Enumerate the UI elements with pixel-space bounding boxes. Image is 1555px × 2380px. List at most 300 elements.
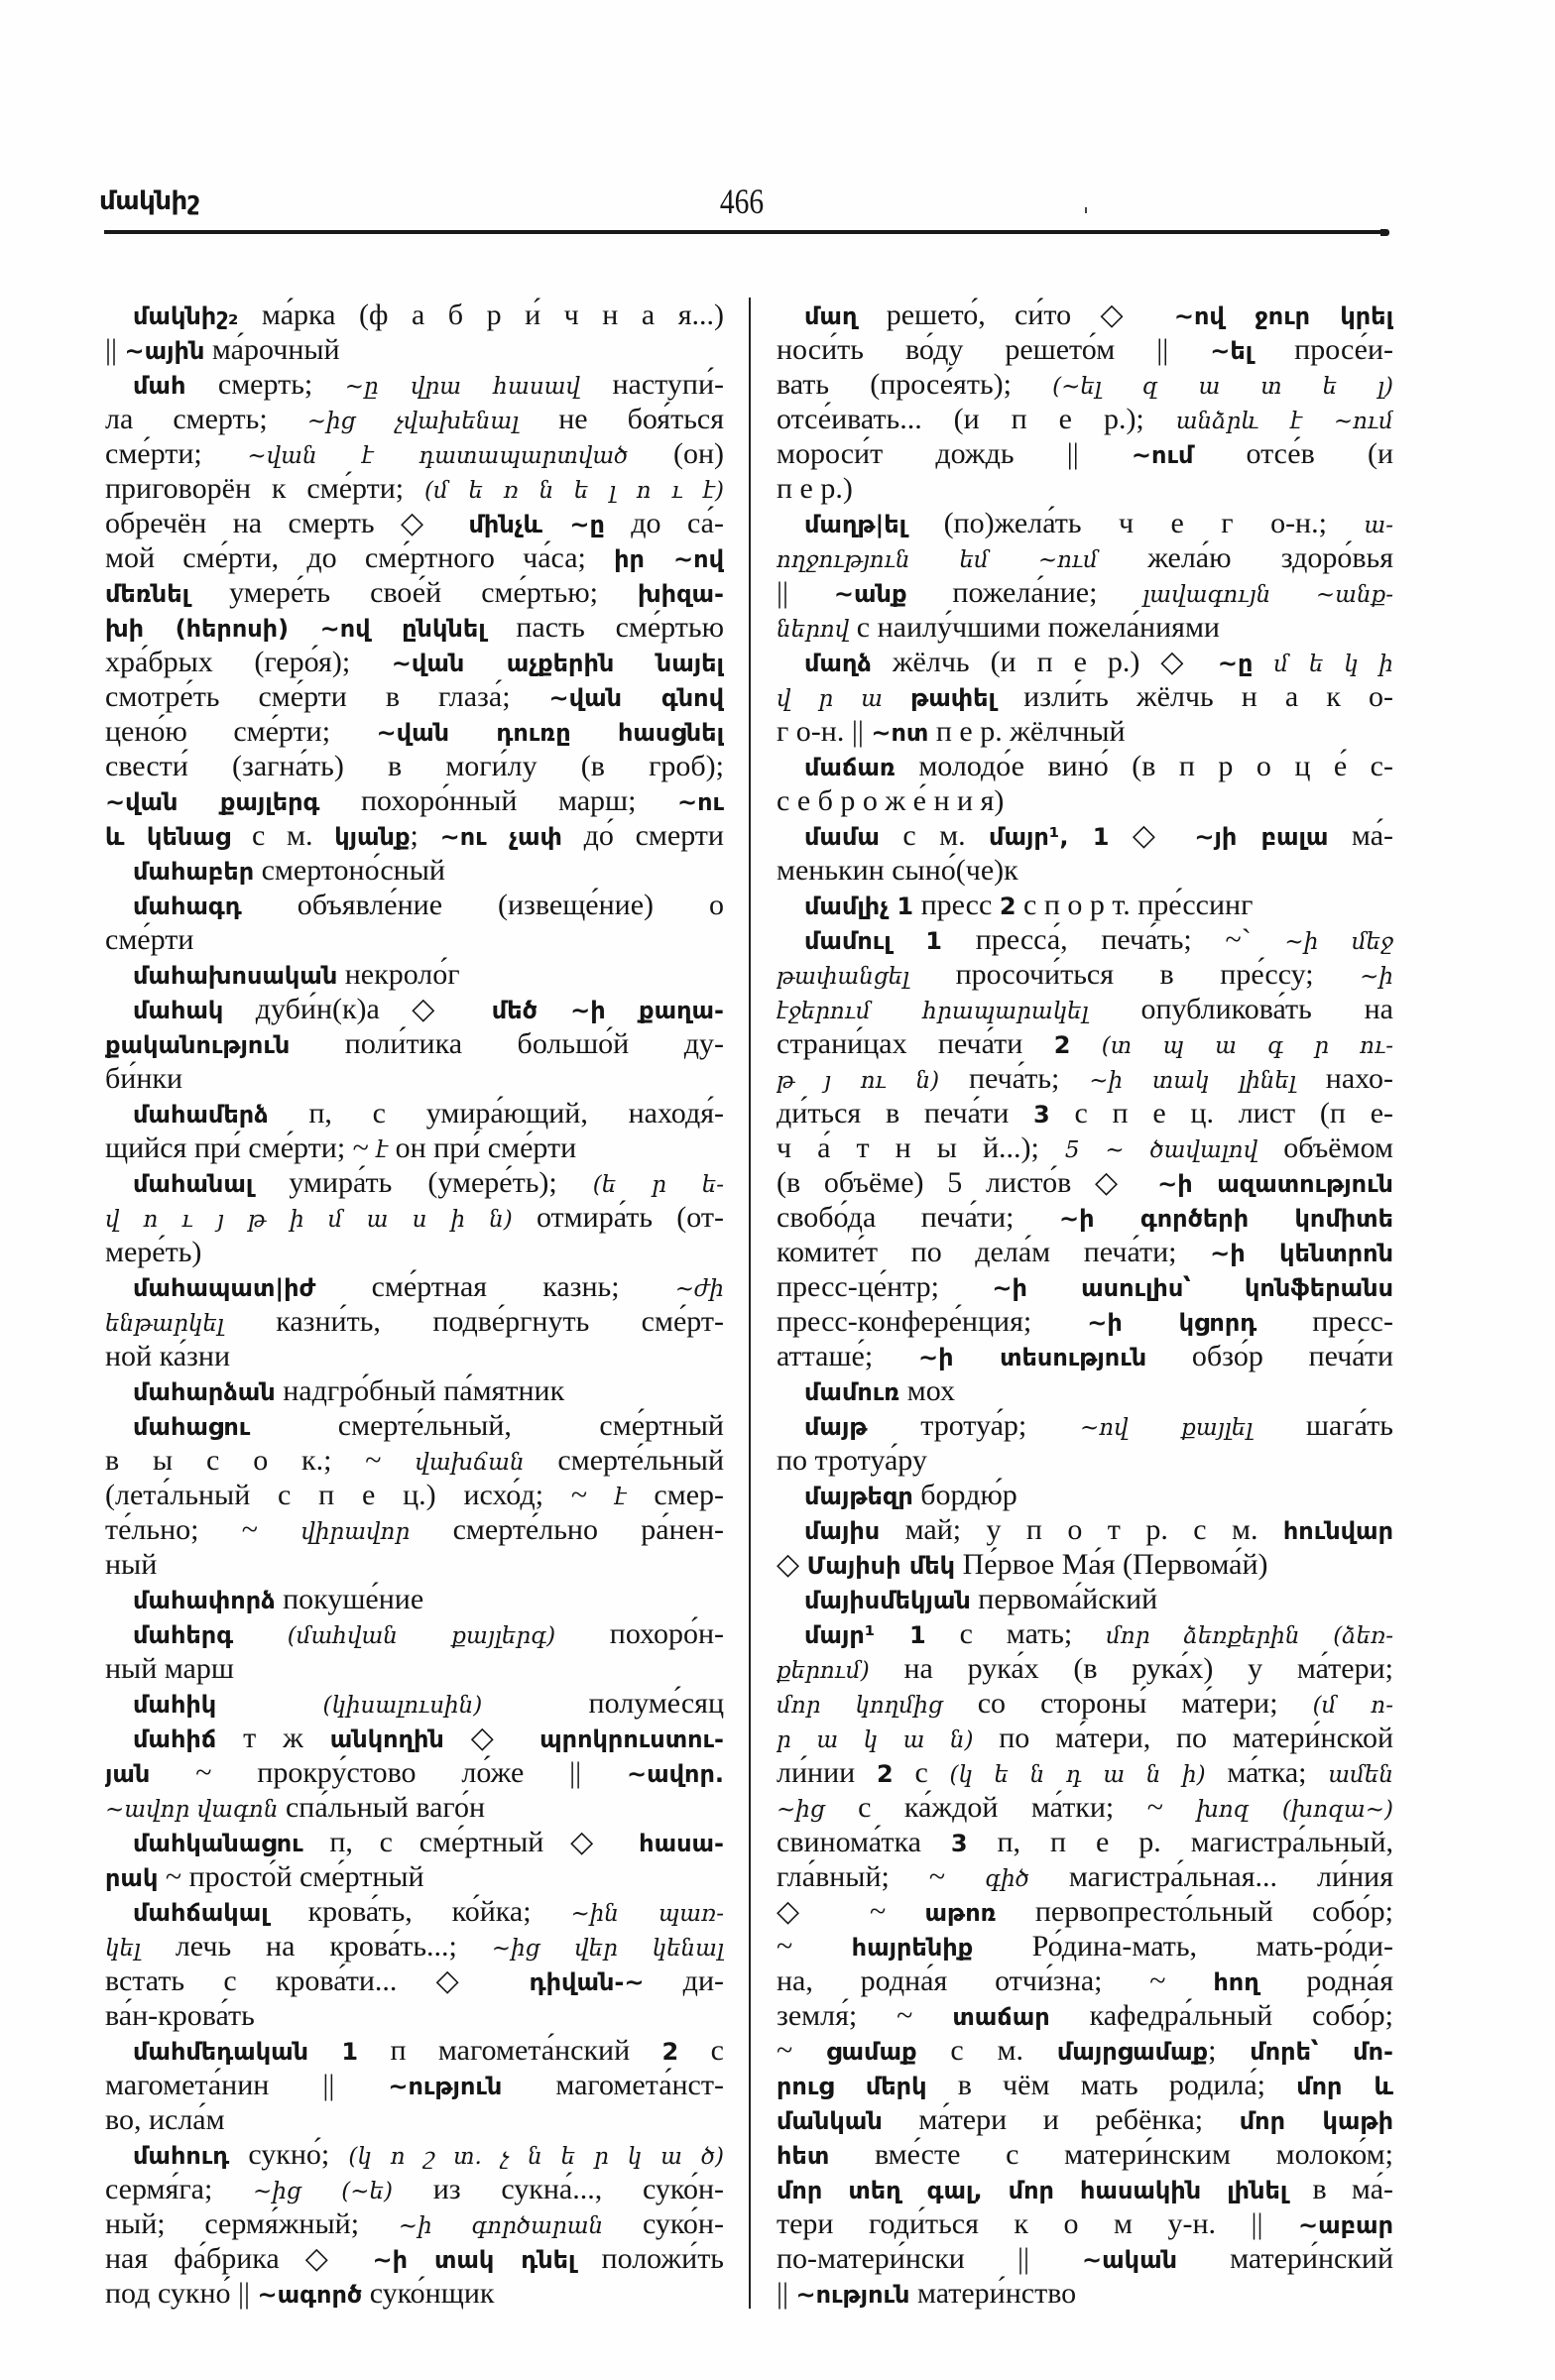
translation-text: положи́ть bbox=[575, 2242, 724, 2275]
entry-line bbox=[105, 506, 724, 540]
entry-line bbox=[777, 332, 1393, 367]
entry-line bbox=[105, 2172, 724, 2206]
header-rule bbox=[104, 230, 1388, 234]
entry-line bbox=[777, 1512, 1393, 1547]
translation-text: нахо- bbox=[1295, 1062, 1393, 1095]
dictionary-entry bbox=[105, 992, 724, 1096]
entry-line bbox=[777, 1651, 1393, 1686]
armenian-italic-gloss: ~վան է դատապարտված bbox=[247, 443, 629, 469]
translation-text: носи́ть во́ду решето́м || bbox=[777, 333, 1211, 366]
translation-text: молодо́е вино́ (в п р о ц е́ с- bbox=[895, 750, 1393, 782]
entry-line bbox=[105, 922, 724, 957]
entry-line bbox=[105, 332, 724, 367]
armenian-italic-gloss: ներով bbox=[777, 617, 850, 643]
entry-line bbox=[777, 298, 1393, 332]
armenian-phrase: ~ը bbox=[1217, 650, 1254, 677]
translation-text: (лета́льный с п е ц.) исхо́д; ~ bbox=[105, 1479, 615, 1511]
entry-line bbox=[777, 436, 1393, 471]
translation-text: ма́тка; bbox=[1205, 1756, 1329, 1789]
translation-text: смерте́льный, сме́ртный bbox=[250, 1409, 724, 1442]
armenian-italic-gloss: ողջություն եմ ~ում bbox=[777, 547, 1098, 573]
translation-text: комите́т по дела́м печа́ти; bbox=[777, 1236, 1211, 1268]
translation-text: п, п е р. магистра́льный, bbox=[967, 1826, 1393, 1858]
entry-line bbox=[105, 1998, 724, 2033]
headword: մամա bbox=[804, 823, 880, 851]
armenian-phrase: մայր¹, 1 bbox=[989, 823, 1110, 851]
translation-text: надгро́бный па́мятник bbox=[275, 1374, 565, 1407]
dictionary-entry bbox=[105, 1165, 724, 1269]
translation-text: тери годи́ться к о м у-н. || bbox=[777, 2207, 1299, 2240]
dictionary-entry bbox=[105, 1825, 724, 1894]
entry-line bbox=[105, 1616, 724, 1651]
armenian-phrase: իր ~ով bbox=[614, 545, 724, 573]
armenian-italic-gloss: կել bbox=[105, 1936, 141, 1962]
entry-line bbox=[777, 1026, 1393, 1061]
armenian-italic-gloss: ~ով քայլել bbox=[1079, 1415, 1254, 1441]
entry-line bbox=[777, 2172, 1393, 2206]
translation-text: ма́рочный bbox=[204, 333, 340, 366]
entry-line bbox=[777, 540, 1393, 575]
translation-text: ~ bbox=[777, 2034, 827, 2067]
translation-text: смерте́льно ра́нен- bbox=[410, 1513, 724, 1546]
headword: մահերգ bbox=[133, 1621, 234, 1649]
translation-text: печа́ть; bbox=[939, 1062, 1090, 1095]
translation-text: умира́ть (умере́ть); bbox=[253, 1166, 593, 1199]
entry-line bbox=[777, 1339, 1393, 1373]
translation-text: ный bbox=[105, 1548, 158, 1581]
headword: մահճակալ bbox=[133, 1899, 269, 1927]
armenian-phrase: ~ավոր. bbox=[626, 1760, 724, 1788]
armenian-phrase: ~ու չափ bbox=[439, 823, 562, 851]
translation-text: первома́йский bbox=[970, 1583, 1158, 1615]
translation-text: ~ прокру́стово ло́же || bbox=[150, 1756, 627, 1789]
translation-text: спа́льный ваго́н bbox=[278, 1791, 486, 1824]
translation-text: май; у п о т р. с м. bbox=[880, 1513, 1283, 1546]
armenian-italic-gloss: վ ո ւ յ թ ի մ ա ս ի ն) bbox=[105, 1207, 513, 1233]
entry-line bbox=[777, 2241, 1393, 2276]
entry-line bbox=[777, 2276, 1393, 2311]
entry-line bbox=[105, 1547, 724, 1582]
translation-text: сермя́га; bbox=[105, 2173, 254, 2205]
armenian-italic-gloss: ~ը վրա հասավ bbox=[344, 374, 580, 400]
headword: մակնիշ₂ bbox=[133, 302, 239, 330]
dictionary-entry bbox=[777, 888, 1393, 922]
entry-line bbox=[777, 1755, 1393, 1790]
armenian-italic-gloss: ~ից չվախենալ bbox=[306, 409, 520, 434]
entry-line bbox=[777, 818, 1393, 853]
headword: մամլիչ 1 bbox=[804, 892, 914, 920]
armenian-italic-gloss: մոր կողմից bbox=[777, 1693, 943, 1719]
entry-line bbox=[105, 1964, 724, 1998]
translation-text: страни́цах печа́ти bbox=[777, 1027, 1054, 1060]
translation-text: сме́ртная казнь; bbox=[315, 1270, 675, 1303]
dictionary-entry bbox=[777, 1408, 1393, 1478]
translation-text: в ы с о к.; ~ bbox=[105, 1444, 416, 1477]
entry-line bbox=[777, 1859, 1393, 1894]
armenian-phrase: ~ագործ bbox=[257, 2281, 363, 2309]
headword: մայթ bbox=[804, 1413, 868, 1441]
dictionary-entry bbox=[777, 506, 1393, 645]
translation-text: похоро́н- bbox=[555, 1617, 724, 1650]
translation-text: кафедра́льный собо́р; bbox=[1049, 1999, 1393, 2032]
entry-line bbox=[777, 1165, 1393, 1200]
translation-text: п, с умира́ющий, находя́- bbox=[268, 1097, 724, 1130]
translation-text: свести́ (загна́ть) в моги́лу (в гроб); bbox=[105, 750, 724, 782]
armenian-italic-gloss: գիծ bbox=[985, 1866, 1029, 1892]
translation-text: родна́я bbox=[1258, 1964, 1393, 1997]
armenian-phrase: անկողին bbox=[329, 1726, 444, 1753]
translation-text: ~ просто́й сме́ртный bbox=[158, 1860, 424, 1893]
translation-text: под сукно́ || bbox=[105, 2277, 258, 2310]
entry-line bbox=[777, 679, 1393, 714]
armenian-phrase: 2 bbox=[1053, 1031, 1071, 1059]
dictionary-entry bbox=[105, 888, 724, 957]
dictionary-entry bbox=[777, 1582, 1393, 1616]
entry-line bbox=[105, 1512, 724, 1547]
translation-text: просочи́ться в пре́ссу; bbox=[909, 958, 1361, 991]
armenian-phrase: ~ային bbox=[124, 337, 205, 365]
translation-text: некроло́г bbox=[337, 958, 460, 991]
entry-line bbox=[105, 2102, 724, 2137]
dictionary-entry bbox=[777, 818, 1393, 888]
entry-line bbox=[105, 1373, 724, 1408]
armenian-italic-gloss: ~ի գործարան bbox=[398, 2213, 604, 2239]
armenian-italic-gloss: խոզ (խոզա~) bbox=[1196, 1797, 1393, 1823]
entry-line bbox=[105, 367, 724, 402]
translation-text: встать с крова́ти... ◇ bbox=[105, 1964, 530, 1997]
translation-text: смотре́ть сме́рти в глаза́; bbox=[105, 680, 549, 713]
entry-line bbox=[105, 1790, 724, 1825]
entry-line bbox=[105, 1200, 724, 1235]
armenian-italic-gloss: թ յ ու ն) bbox=[777, 1068, 940, 1094]
translation-text: приговорён к сме́рти; bbox=[105, 472, 425, 505]
entry-line bbox=[105, 957, 724, 992]
translation-text: крова́ть, ко́йка; bbox=[268, 1895, 571, 1928]
translation-text: магомета́нин || bbox=[105, 2069, 389, 2101]
translation-text: пресс-це́нтр; bbox=[777, 1270, 993, 1303]
translation-text: п е р. жёлчный bbox=[928, 715, 1126, 748]
dictionary-entry bbox=[777, 1616, 1393, 2311]
entry-line bbox=[777, 1408, 1393, 1443]
armenian-phrase: քականություն bbox=[105, 1031, 291, 1059]
entry-line bbox=[777, 1964, 1393, 1998]
column-divider bbox=[749, 298, 751, 2309]
translation-text: сме́рти; bbox=[105, 437, 248, 470]
entry-line bbox=[777, 471, 1393, 506]
translation-text: жела́ю здоро́вья bbox=[1097, 541, 1393, 574]
translation-text: первопресто́льный собо́р; bbox=[996, 1895, 1393, 1928]
translation-text: менькин сыно́(че)к bbox=[777, 854, 1018, 887]
armenian-italic-gloss: վիրավոր bbox=[300, 1519, 411, 1545]
entry-line bbox=[105, 1269, 724, 1304]
entry-line bbox=[105, 1061, 724, 1096]
header-rule-end bbox=[1380, 229, 1389, 236]
headword: մահապատ|իժ bbox=[133, 1274, 316, 1302]
entry-line bbox=[105, 992, 724, 1026]
armenian-phrase: թափել bbox=[910, 684, 996, 712]
armenian-phrase: ~վան գնով bbox=[548, 684, 724, 712]
translation-text: лечь на крова́ть...; bbox=[140, 1930, 492, 1963]
armenian-italic-gloss: ~ին պառ- bbox=[570, 1901, 724, 1927]
translation-text: объёмом bbox=[1257, 1131, 1393, 1164]
entry-line bbox=[777, 402, 1393, 436]
dictionary-entry bbox=[105, 1096, 724, 1165]
entry-line bbox=[105, 645, 724, 679]
armenian-phrase: ~վան քայլերգ bbox=[105, 788, 320, 816]
translation-text: ной ка́зни bbox=[105, 1340, 231, 1372]
entry-line bbox=[777, 1130, 1393, 1165]
translation-text: (по)жела́ть ч е г о-н.; bbox=[906, 507, 1365, 539]
entry-line bbox=[777, 1547, 1393, 1582]
armenian-phrase: ~ել bbox=[1210, 337, 1254, 365]
translation-text: пасть сме́ртью bbox=[485, 611, 724, 644]
armenian-phrase: ցամաք bbox=[826, 2038, 917, 2066]
entry-line bbox=[105, 1443, 724, 1478]
armenian-phrase: ~ի գործերի կոմիտե bbox=[1058, 1205, 1393, 1233]
translation-text: ; bbox=[410, 819, 440, 852]
armenian-phrase: ~յի բալա bbox=[1194, 823, 1329, 851]
entry-line bbox=[105, 749, 724, 783]
armenian-italic-gloss: էջերում հրապարակել bbox=[777, 999, 1089, 1024]
entry-line bbox=[105, 1894, 724, 1929]
armenian-italic-gloss: քերում) bbox=[777, 1658, 870, 1684]
entry-line bbox=[105, 1304, 724, 1339]
headword: մաղ bbox=[804, 302, 858, 330]
armenian-phrase: ~ի ասուլիս՝ կոնֆերանս bbox=[992, 1274, 1393, 1302]
translation-text: вать (просе́ять); bbox=[777, 368, 1053, 401]
headword: մահկանացու bbox=[133, 1830, 303, 1857]
entry-line bbox=[105, 853, 724, 888]
dictionary-entry bbox=[105, 1616, 724, 1686]
armenian-phrase: մեծ ~ի քաղա- bbox=[491, 997, 724, 1024]
translation-text: объявле́ние (извеще́ние) о bbox=[241, 889, 724, 921]
armenian-phrase: ~անք bbox=[833, 580, 907, 608]
entry-line bbox=[105, 610, 724, 645]
headword: մահանալ bbox=[133, 1170, 254, 1198]
translation-text: ◇ bbox=[443, 1722, 540, 1754]
armenian-italic-gloss: թափանցել bbox=[777, 964, 910, 990]
translation-text: с ка́ждой ма́тки; ~ bbox=[824, 1791, 1197, 1824]
dictionary-entry bbox=[777, 1373, 1393, 1408]
translation-text: мере́ть) bbox=[105, 1236, 202, 1268]
armenian-italic-gloss: լավագույն ~անք- bbox=[1142, 582, 1393, 608]
armenian-phrase: հող bbox=[1213, 1968, 1259, 1996]
entry-line bbox=[777, 1235, 1393, 1269]
entry-line bbox=[777, 1790, 1393, 1825]
armenian-italic-gloss: ամեն bbox=[1328, 1762, 1393, 1788]
translation-text: ма́рка (ф а б р и́ ч н а я...) bbox=[238, 298, 724, 331]
entry-line bbox=[105, 679, 724, 714]
entry-line bbox=[777, 714, 1393, 749]
entry-line bbox=[777, 2137, 1393, 2172]
armenian-phrase: հայրենիք bbox=[851, 1934, 974, 1962]
armenian-phrase: ~ի տեսություն bbox=[917, 1344, 1147, 1371]
armenian-phrase: ~աբար bbox=[1298, 2211, 1393, 2239]
translation-text: Пе́рвое Ма́я (Первома́й) bbox=[955, 1548, 1268, 1581]
translation-text: из сукна́..., суко́н- bbox=[392, 2173, 724, 2205]
dictionary-entry bbox=[105, 1582, 724, 1616]
translation-text: гла́вный; ~ bbox=[777, 1860, 986, 1893]
armenian-phrase: ~ի ազատություն bbox=[1157, 1170, 1393, 1198]
armenian-phrase: ~ի կցորդ bbox=[1087, 1309, 1257, 1337]
dictionary-entry bbox=[105, 957, 724, 992]
entry-line bbox=[777, 1825, 1393, 1859]
armenian-italic-gloss: (կիսալուսին) bbox=[322, 1693, 483, 1719]
entry-line bbox=[777, 749, 1393, 783]
armenian-phrase: խի (հերոսի) ~ով ընկնել bbox=[105, 615, 486, 643]
entry-line bbox=[777, 1304, 1393, 1339]
armenian-phrase: 2 bbox=[999, 892, 1017, 920]
entry-line bbox=[777, 1582, 1393, 1616]
translation-text: те́льно; ~ bbox=[105, 1513, 301, 1546]
translation-text: жёлчь (и п е р.) ◇ bbox=[871, 646, 1218, 678]
armenian-phrase: ~ի կենտրոն bbox=[1210, 1240, 1393, 1267]
dictionary-entry bbox=[777, 298, 1393, 506]
translation-text: бордю́р bbox=[912, 1479, 1017, 1511]
translation-text: т ж bbox=[216, 1722, 330, 1754]
translation-text: с е б р о ж е́ н и я) bbox=[777, 784, 1005, 817]
entry-line bbox=[105, 540, 724, 575]
entry-line bbox=[777, 2206, 1393, 2241]
entry-line bbox=[105, 1026, 724, 1061]
armenian-phrase: ~ոտ bbox=[871, 719, 929, 747]
entry-line bbox=[105, 1582, 724, 1616]
translation-text: умере́ть свое́й сме́ртью; bbox=[189, 576, 639, 609]
armenian-phrase: մոր և bbox=[1296, 2073, 1393, 2100]
entry-line bbox=[777, 1373, 1393, 1408]
running-head: մակնիշ bbox=[99, 186, 199, 216]
translation-text: || bbox=[777, 576, 834, 609]
translation-text: на, родна́я отчи́зна; ~ bbox=[777, 1964, 1214, 1997]
translation-text: пресса́, печа́ть; ~` bbox=[942, 923, 1285, 956]
translation-text bbox=[1253, 646, 1273, 678]
headword: մահիկ bbox=[133, 1691, 217, 1719]
translation-text: с м. bbox=[879, 819, 990, 852]
armenian-phrase: մինչև ~ը bbox=[468, 511, 605, 538]
armenian-italic-gloss: մոր ձեռքերին (ձեռ- bbox=[1106, 1623, 1393, 1649]
translation-text: не боя́ться bbox=[519, 403, 724, 435]
translation-text: пресс bbox=[913, 889, 1000, 921]
dictionary-entry bbox=[777, 749, 1393, 818]
translation-text: смерте́льный bbox=[524, 1444, 724, 1477]
headword: մահ bbox=[133, 372, 186, 400]
translation-text: решето́, си́то ◇ bbox=[857, 298, 1174, 331]
translation-text: би́нки bbox=[105, 1062, 183, 1095]
armenian-italic-gloss: է bbox=[376, 1137, 389, 1163]
entry-line bbox=[777, 1443, 1393, 1478]
translation-text: ма́тери и ребёнка; bbox=[882, 2103, 1240, 2136]
translation-text: магомета́нст- bbox=[502, 2069, 724, 2101]
armenian-phrase: տաճար bbox=[952, 2003, 1050, 2031]
page-number: 466 bbox=[719, 181, 765, 221]
translation-text: полуме́сяц bbox=[482, 1687, 724, 1720]
armenian-italic-gloss: անձրև է ~ում bbox=[1175, 409, 1393, 434]
translation-text: поли́тика большо́й ду- bbox=[290, 1027, 724, 1060]
translation-text: во, исла́м bbox=[105, 2103, 225, 2136]
translation-text: магистра́льная... ли́ния bbox=[1028, 1860, 1393, 1893]
dictionary-entry bbox=[105, 1721, 724, 1825]
entry-line bbox=[105, 714, 724, 749]
entry-line bbox=[777, 1721, 1393, 1755]
translation-text: смертоно́сный bbox=[254, 854, 445, 887]
translation-text: с м. bbox=[230, 819, 335, 852]
armenian-italic-gloss: վ ր ա bbox=[777, 686, 883, 712]
armenian-phrase: մայրցամաք bbox=[1056, 2038, 1209, 2066]
translation-text: сме́рти bbox=[105, 923, 194, 956]
entry-line bbox=[105, 1721, 724, 1755]
armenian-phrase: Մայիսի մեկ bbox=[806, 1552, 956, 1580]
entry-line bbox=[105, 2033, 724, 2068]
dictionary-entry bbox=[105, 367, 724, 853]
armenian-phrase: րուց մերկ bbox=[777, 2073, 927, 2100]
translation-text: пожела́ние; bbox=[906, 576, 1143, 609]
entry-line bbox=[105, 1165, 724, 1200]
translation-text: в ма́- bbox=[1287, 2173, 1393, 2205]
entry-line bbox=[777, 1269, 1393, 1304]
dictionary-entry bbox=[105, 1408, 724, 1582]
translation-text: ная фа́брика ◇ bbox=[105, 2242, 373, 2275]
entry-line bbox=[777, 2033, 1393, 2068]
translation-text: с bbox=[893, 1756, 950, 1789]
armenian-phrase: հասա- bbox=[639, 1830, 724, 1857]
armenian-italic-gloss: վախճան bbox=[415, 1450, 525, 1476]
translation-text: тротуа́р; bbox=[867, 1409, 1080, 1442]
armenian-phrase: մեռնել bbox=[105, 580, 190, 608]
entry-line bbox=[777, 1929, 1393, 1964]
translation-text: мох bbox=[899, 1374, 956, 1407]
dictionary-entry bbox=[105, 298, 724, 367]
dictionary-entry bbox=[105, 853, 724, 888]
translation-text: п, с сме́ртный ◇ bbox=[302, 1826, 640, 1858]
translation-text: с наилу́чшими пожела́ниями bbox=[849, 611, 1220, 644]
entry-line bbox=[777, 1998, 1393, 2033]
armenian-italic-gloss: ~ի մեջ bbox=[1284, 929, 1393, 955]
armenian-phrase: ~ով ջուր կրել bbox=[1173, 302, 1393, 330]
translation-text: п магомета́нский bbox=[358, 2034, 662, 2067]
print-speck bbox=[1085, 207, 1087, 213]
entry-line bbox=[777, 2102, 1393, 2137]
armenian-italic-gloss: ~ի տակ լինել bbox=[1089, 1068, 1296, 1094]
entry-line bbox=[105, 1096, 724, 1130]
translation-text: ный марш bbox=[105, 1652, 234, 1685]
translation-text: ный; сермя́жный; bbox=[105, 2207, 399, 2240]
entry-line bbox=[105, 1651, 724, 1686]
armenian-phrase: խիզա- bbox=[638, 580, 724, 608]
headword: մայր¹ 1 bbox=[804, 1621, 926, 1649]
translation-text: покуше́ние bbox=[275, 1583, 424, 1615]
entry-line bbox=[105, 1408, 724, 1443]
entry-line bbox=[777, 2068, 1393, 2102]
translation-text: смер- bbox=[626, 1479, 724, 1511]
armenian-phrase: մորե՝ մո- bbox=[1250, 2038, 1393, 2066]
headword: մահափորձ bbox=[133, 1587, 276, 1614]
armenian-phrase: ~ություն bbox=[388, 2073, 503, 2100]
translation-text: атташе́; bbox=[777, 1340, 918, 1372]
entry-line bbox=[777, 1478, 1393, 1512]
entry-line bbox=[105, 1235, 724, 1269]
translation-text: ~ bbox=[777, 1930, 852, 1963]
translation-text: матери́нский bbox=[1177, 2242, 1393, 2275]
entry-line bbox=[105, 2241, 724, 2276]
translation-text: с м. bbox=[916, 2034, 1057, 2067]
armenian-phrase: 3 bbox=[1033, 1101, 1050, 1129]
armenian-italic-gloss: (տ պ ա գ ր ու- bbox=[1101, 1033, 1393, 1059]
entry-line bbox=[105, 298, 724, 332]
entry-line bbox=[777, 645, 1393, 679]
headword: մամուռ bbox=[804, 1378, 900, 1406]
translation-text: по ма́тери, по матери́нской bbox=[973, 1722, 1393, 1754]
headword: մայթեզր bbox=[804, 1483, 913, 1510]
